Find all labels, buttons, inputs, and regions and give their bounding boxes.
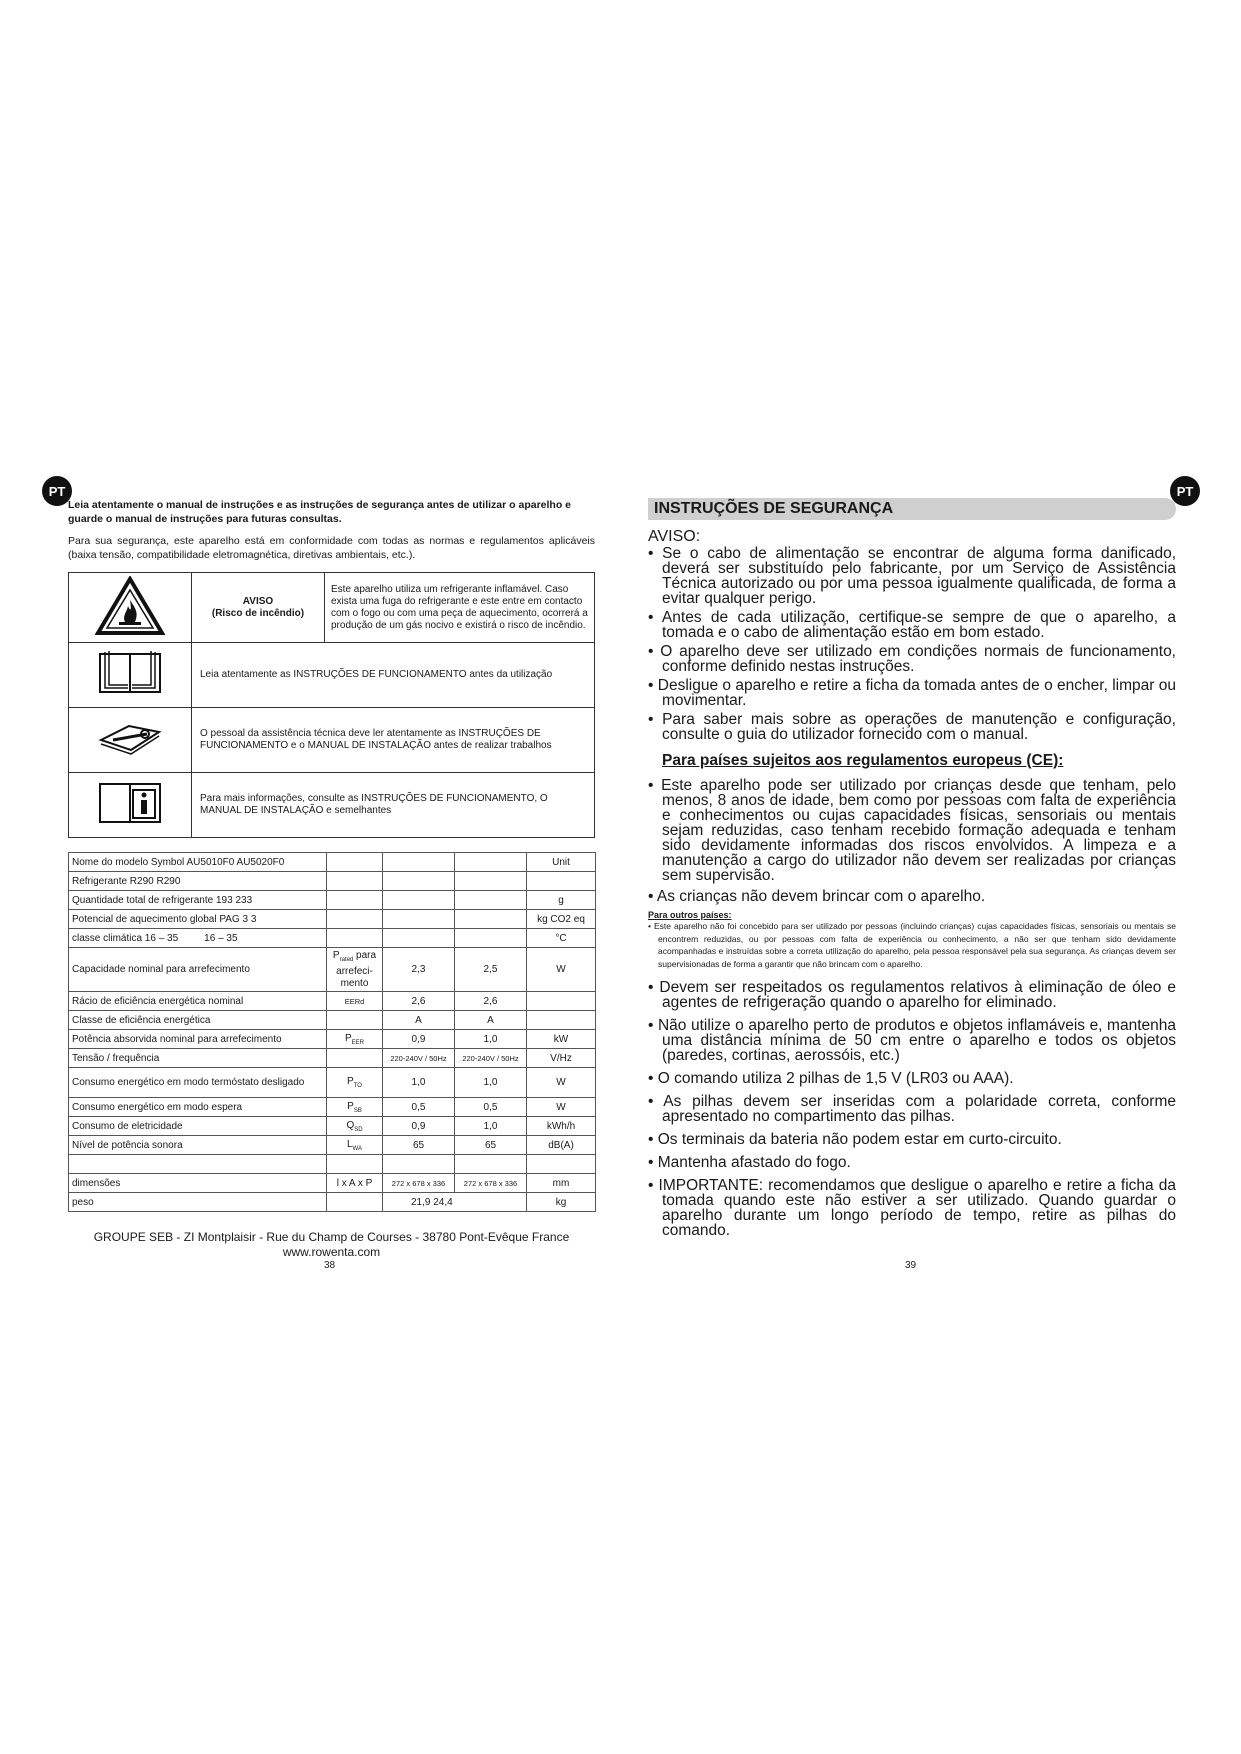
spec-unit: W (527, 1098, 596, 1117)
spec-label: Potencial de aquecimento global PAG 3 3 (69, 910, 327, 929)
spec-label: Classe de eficiência energética (69, 1011, 327, 1030)
info-book-icon (69, 773, 192, 838)
left-page (68, 498, 595, 1260)
spec-unit: mm (527, 1174, 596, 1193)
table-row (69, 1155, 596, 1174)
spec-value: 272 x 678 x 336 (455, 1174, 527, 1193)
spec-symbol: $P_{SB}$ (327, 1098, 383, 1117)
spec-symbol: $P_{TO}$ (327, 1068, 383, 1098)
spec-value: 1,0 (383, 1068, 455, 1098)
pictogram-text-2: O pessoal da assistência técnica deve ler atentamente as INSTRUÇÕES DE FUNCIONAMENTO e o MANUAL DE INSTALAÇÃO antes de realizar trabalhos (192, 708, 595, 773)
list-item: • Devem ser respeitados os regulamentos relativos à eliminação de óleo e agentes de refrigeração quando o aparelho for eliminado. (648, 979, 1176, 1011)
spec-unit: W (527, 948, 596, 992)
spec-label: Refrigerante R290 R290 (69, 872, 327, 891)
bullet-list-2 (648, 778, 1176, 904)
spec-value: 2,5 (455, 948, 527, 992)
warning-table (68, 572, 595, 838)
spec-value: 220-240V / 50Hz (383, 1049, 455, 1068)
eu-subheading: Para países sujeitos aos regulamentos europeus (CE): (662, 752, 1064, 769)
spec-label: Capacidade nominal para arrefecimento (69, 948, 327, 992)
spec-value: 1,0 (455, 1117, 527, 1136)
footer-address: GROUPE SEB - ZI Montplaisir - Rue du Champ de Courses - 38780 Pont-Evêque France (93, 1230, 570, 1244)
warning-subtitle: (Risco de incêndio) (211, 607, 305, 619)
spec-value: 0,9 (383, 1117, 455, 1136)
table-row (69, 872, 596, 891)
table-row (69, 1117, 596, 1136)
table-row (69, 929, 596, 948)
spec-unit: °C (527, 929, 596, 948)
symbol-sub: SB (353, 1107, 362, 1114)
list-item: • IMPORTANTE: recomendamos que desligue o aparelho e retire a ficha da tomada quando este não estiver a ser utilizado. Quando guardar o aparelho durante um longo período de tempo, retire as pilhas do comando. (648, 1177, 1176, 1239)
spec-value: 21,9 24,4 (383, 1193, 527, 1212)
spec-label: Potência absorvida nominal para arrefecimento (69, 1030, 327, 1049)
spec-label: Rácio de eficiência energética nominal (69, 992, 327, 1011)
symbol-text: para arrefeci-mento (336, 949, 377, 989)
spec-symbol: $P_{rated}$ para arrefeci-mento (327, 948, 383, 992)
spec-table (68, 852, 596, 1212)
table-row (69, 910, 596, 929)
page-number-right: 39 (905, 1260, 917, 1271)
page-number-left: 38 (324, 1260, 336, 1271)
spec-unit: kg (527, 1193, 596, 1212)
symbol-sub: TO (353, 1083, 362, 1089)
small-bullet-list (648, 920, 1176, 970)
spec-value: 2,3 (383, 948, 455, 992)
bullet-list-1 (648, 546, 1176, 742)
spec-symbol: $P_{EER}$ (327, 1030, 383, 1049)
spec-value: 1,0 (455, 1030, 527, 1049)
table-row (69, 1030, 596, 1049)
table-row (69, 1174, 596, 1193)
list-item: • Não utilize o aparelho perto de produtos e objetos inflamáveis e, mantenha uma distância mínima de 50 cm entre o aparelho e todos os objetos (paredes, cortinas, aerossóis, etc.) (648, 1017, 1176, 1064)
intro-text: Para sua segurança, este aparelho está em conformidade com todas as normas e regulamentos aplicáveis (baixa tensão, compatibilidade eletromagnética, diretivas ambientais, etc.). (68, 535, 595, 561)
bullet-list-3 (648, 980, 1176, 1238)
spec-symbol: $Q_{SD}$ (327, 1117, 383, 1136)
pictogram-text-3: Para mais informações, consulte as INSTRUÇÕES DE FUNCIONAMENTO, O MANUAL DE INSTALAÇÃO e semelhantes (192, 773, 595, 838)
language-badge-right: PT (1170, 476, 1200, 506)
spec-unit: Unit (527, 853, 596, 872)
spec-value: 65 (455, 1136, 527, 1155)
table-row (69, 1049, 596, 1068)
spec-value: 65 (383, 1136, 455, 1155)
list-item: • Antes de cada utilização, certifique-se sempre de que o aparelho, a tomada e o cabo de alimentação estão em bom estado. (648, 609, 1176, 641)
spec-unit: dB(A) (527, 1136, 596, 1155)
spec-label: dimensões (69, 1174, 327, 1193)
list-item: • Este aparelho pode ser utilizado por crianças desde que tenham, pelo menos, 8 anos de idade, bem como por pessoas com falta de experiência e conhecimentos ou cujas capacidades físicas, sensoriais ou mentais sejam reduzidas, caso tenham recebido formação adequada e tenham sido devidamente informadas dos riscos envolvidos. A limpeza e a manutenção a cargo do utilizador não devem ser realizadas por crianças sem supervisão. (648, 777, 1176, 884)
table-row (69, 1011, 596, 1030)
spec-unit: V/Hz (527, 1049, 596, 1068)
table-row (69, 948, 596, 992)
list-item: • Para saber mais sobre as operações de manutenção e configuração, consulte o guia do utilizador fornecido com o manual. (648, 711, 1176, 743)
warning-label (192, 573, 325, 643)
symbol-sub: SD (354, 1126, 363, 1133)
symbol-sub: WA (352, 1145, 362, 1152)
warning-text: Este aparelho utiliza um refrigerante inflamável. Caso exista uma fuga do refrigerante e este entre em contacto com o fogo ou com uma peça de aquecimento, ocorrerá a produção de um gás nocivo e existirá o risco de incêndio. (325, 573, 595, 643)
spec-label: Tensão / frequência (69, 1049, 327, 1068)
spec-label: Consumo de eletricidade (69, 1117, 327, 1136)
spec-value: A (383, 1011, 455, 1030)
spec-label: Nível de potência sonora (69, 1136, 327, 1155)
spec-label: Nome do modelo Symbol AU5010F0 AU5020F0 (69, 853, 327, 872)
climate-class-2: 16 – 35 (204, 932, 238, 944)
language-badge-left: PT (42, 476, 72, 506)
list-item: • Os terminais da bateria não podem estar em curto-circuito. (648, 1131, 1062, 1148)
spec-unit: kWh/h (527, 1117, 596, 1136)
list-item: • Desligue o aparelho e retire a ficha da tomada antes de o encher, limpar ou movimentar. (648, 677, 1176, 709)
warning-title: AVISO (242, 595, 274, 607)
spec-symbol: EERd (327, 992, 383, 1011)
warning-heading: AVISO: (648, 528, 701, 545)
intro-bold: Leia atentamente o manual de instruções e as instruções de segurança antes de utilizar o aparelho e guarde o manual de instruções para futuras consultas. (68, 499, 572, 525)
book-icon (69, 643, 192, 708)
spec-unit: W (527, 1068, 596, 1098)
table-row (69, 891, 596, 910)
pictogram-text-1: Leia atentamente as INSTRUÇÕES DE FUNCIONAMENTO antes da utilização (192, 643, 595, 708)
right-page (648, 498, 1176, 1242)
section-heading: INSTRUÇÕES DE SEGURANÇA (648, 498, 1176, 520)
table-row (69, 853, 596, 872)
spec-unit: g (527, 891, 596, 910)
list-item: • O comando utiliza 2 pilhas de 1,5 V (LR03 ou AAA). (648, 1070, 1014, 1087)
spec-value: 1,0 (455, 1068, 527, 1098)
list-item: • Mantenha afastado do fogo. (648, 1154, 851, 1171)
list-item: • O aparelho deve ser utilizado em condições normais de funcionamento, conforme definido nestas instruções. (648, 643, 1176, 675)
symbol-sub: EER (351, 1039, 364, 1046)
spec-label: peso (69, 1193, 327, 1212)
footer (68, 1230, 595, 1260)
table-row (69, 1068, 596, 1098)
list-item: • Se o cabo de alimentação se encontrar de alguma forma danificado, deverá ser substituído pelo fabricante, por um Serviço de Assistência Técnica autorizado ou por uma pessoa igualmente qualificada, de forma a evitar qualquer perigo. (648, 545, 1176, 607)
spec-symbol: $L_{WA}$ (327, 1136, 383, 1155)
spec-value: 2,6 (383, 992, 455, 1011)
other-countries-heading: Para outros países: (648, 910, 732, 920)
spec-label: Consumo energético em modo termóstato desligado (69, 1068, 327, 1098)
spec-value: 0,5 (383, 1098, 455, 1117)
spec-value: 272 x 678 x 336 (383, 1174, 455, 1193)
list-item: • As pilhas devem ser inseridas com a polaridade correta, conforme apresentado no compartimento das pilhas. (648, 1093, 1176, 1125)
table-row (69, 1193, 596, 1212)
spec-label: Consumo energético em modo espera (69, 1098, 327, 1117)
symbol-sub: rated (339, 956, 354, 963)
spec-unit: kg CO2 eq (527, 910, 596, 929)
service-manual-icon (69, 708, 192, 773)
table-row (69, 1098, 596, 1117)
spec-unit: kW (527, 1030, 596, 1049)
spec-value: A (455, 1011, 527, 1030)
table-row (69, 1136, 596, 1155)
table-row (69, 992, 596, 1011)
spec-value: 0,5 (455, 1098, 527, 1117)
list-item: • As crianças não devem brincar com o aparelho. (648, 888, 986, 905)
climate-class: classe climática 16 – 35 (72, 932, 179, 944)
spec-value: 220-240V / 50Hz (455, 1049, 527, 1068)
spec-symbol: l x A x P (327, 1174, 383, 1193)
spec-label (69, 929, 327, 948)
footer-url: www.rowenta.com (282, 1245, 381, 1259)
spec-label: Quantidade total de refrigerante 193 233 (69, 891, 327, 910)
spec-value: 0,9 (383, 1030, 455, 1049)
list-item: • Este aparelho não foi concebido para ser utilizado por pessoas (incluindo crianças) cujas capacidades físicas, sensoriais ou mentais se encontrem reduzidas, ou por pessoas com falta de experiência ou conhecimento, a não ser que tenham sido devidamente acompanhadas e instruídas sobre a correta utilização do aparelho, pela pessoa responsável pela sua segurança. As crianças devem ser supervisionadas de forma a garantir que não brincam com o aparelho. (648, 921, 1176, 969)
spec-value: 2,6 (455, 992, 527, 1011)
fire-warning-icon (69, 573, 192, 643)
